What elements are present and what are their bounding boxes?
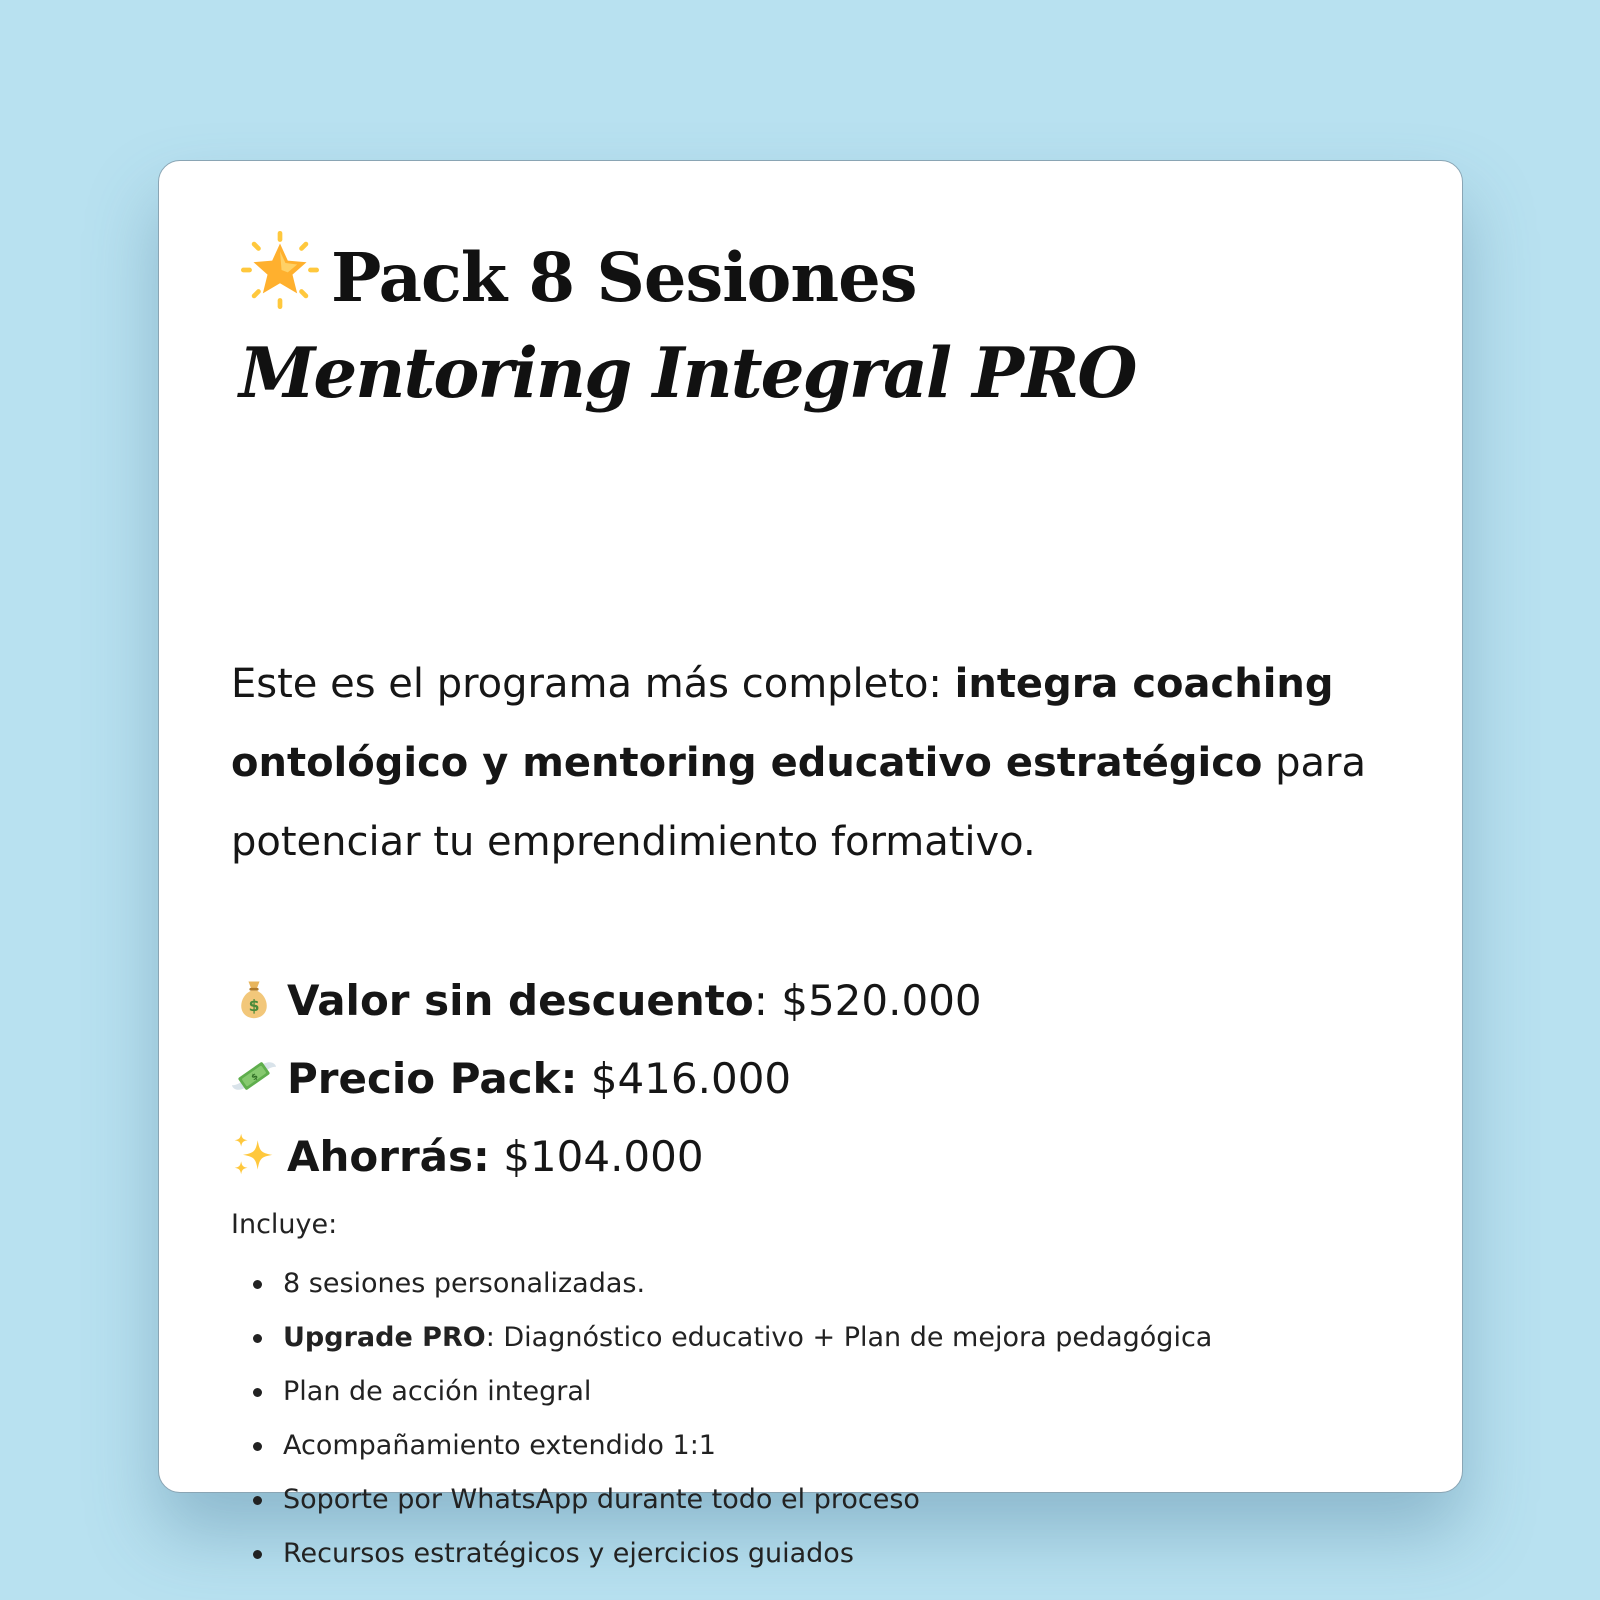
list-item-text: 8 sesiones personalizadas. xyxy=(283,1268,646,1299)
price-original-value: $520.000 xyxy=(781,976,982,1025)
intro-bold: integra coaching ontológico y mentoring educativo estratégico xyxy=(231,661,1334,786)
bullet-icon xyxy=(253,1496,262,1505)
money-bag-icon xyxy=(231,975,277,1021)
includes-list xyxy=(231,1257,1212,1581)
sparkles-icon xyxy=(231,1131,277,1177)
savings-label: Ahorrás: xyxy=(287,1132,490,1181)
intro-part-2: para potenciar tu emprendimiento formativo. xyxy=(231,740,1366,865)
bullet-icon xyxy=(253,1550,262,1559)
price-pack-label: Precio Pack: xyxy=(287,1054,578,1103)
list-item xyxy=(231,1419,1212,1473)
price-original-separator: : xyxy=(753,976,782,1025)
list-item xyxy=(231,1257,1212,1311)
bullet-icon xyxy=(253,1280,262,1289)
savings-line xyxy=(231,1127,704,1187)
svg-text:$: $ xyxy=(249,1070,260,1083)
bullet-icon xyxy=(253,1442,262,1451)
intro-part-1: Este es el programa más completo: xyxy=(231,661,955,707)
price-pack-value: $416.000 xyxy=(590,1054,792,1103)
svg-text:$: $ xyxy=(248,995,260,1015)
pricing-card xyxy=(158,160,1463,1569)
list-item-text: Soporte por WhatsApp durante todo el proceso xyxy=(283,1484,920,1515)
money-with-wings-icon xyxy=(231,1053,277,1099)
title-line-2: Mentoring Integral PRO xyxy=(239,333,1136,414)
list-item xyxy=(231,1473,1212,1527)
bullet-icon xyxy=(253,1388,262,1397)
list-item-bold: Upgrade PRO xyxy=(283,1322,486,1353)
price-original-line xyxy=(231,971,982,1031)
price-pack-separator xyxy=(577,1054,590,1103)
title-line-1 xyxy=(241,231,916,317)
savings-value: $104.000 xyxy=(503,1132,704,1181)
list-item xyxy=(231,1365,1212,1419)
bullet-icon xyxy=(253,1334,262,1343)
list-item xyxy=(231,1311,1212,1365)
list-item-text: Plan de acción integral xyxy=(283,1376,592,1407)
list-item-text: Recursos estratégicos y ejercicios guiados xyxy=(283,1538,854,1569)
intro-paragraph xyxy=(231,645,1381,882)
title-text: Pack 8 Sesiones xyxy=(331,238,917,317)
price-original-label: Valor sin descuento xyxy=(287,976,754,1025)
list-item xyxy=(231,1527,1212,1581)
price-pack-line xyxy=(231,1049,791,1109)
list-item-text: Acompañamiento extendido 1:1 xyxy=(283,1430,716,1461)
glowing-star-icon xyxy=(241,231,319,309)
list-item-text: : Diagnóstico educativo + Plan de mejora pedagógica xyxy=(485,1322,1213,1353)
includes-label: Incluye: xyxy=(231,1209,338,1240)
savings-separator xyxy=(490,1132,503,1181)
